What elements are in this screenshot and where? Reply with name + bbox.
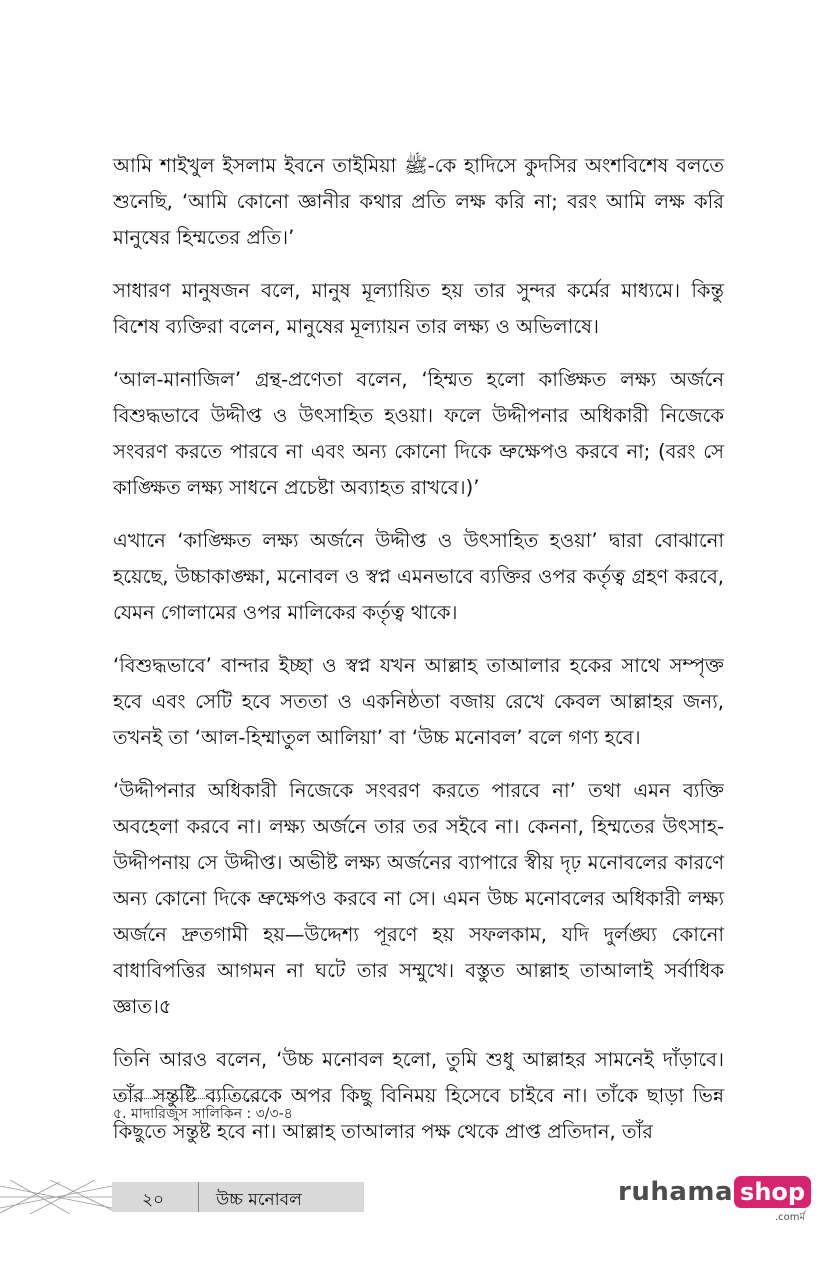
paragraph-4: এখানে ‘কাঙ্ক্ষিত লক্ষ্য অর্জনে উদ্দীপ্ত ও উৎসাহিত হওয়া’ দ্বারা বোঝানো হয়েছে, উচ্চাকাঙ্ক্ষা, মনোবল ও স্বপ্ন এমনভাবে ব্যক্তির ওপর কর্তৃত্ব গ্রহণ করবে, যেমন গোলামের ওপর মালিকের কর্তৃত্ব থাকে। <box>113 529 724 624</box>
footer-bar <box>112 1182 364 1212</box>
paragraph-1: আমি শাইখুল ইসলাম ইবনে তাইমিয়া ﷺ-কে হাদিসে কুদসির অংশবিশেষ বলতে শুনেছি, ‘আমি কোনো জ্ঞানীর কথার প্রতি লক্ষ করি না; বরং আমি লক্ষ করি মানুষের হিম্মতের প্রতি।’ <box>113 154 725 249</box>
decorative-lines-icon <box>0 1180 112 1214</box>
footnote-divider <box>113 1098 263 1099</box>
ruhamashop-logo <box>618 1176 811 1223</box>
page-body <box>113 148 724 1167</box>
paragraph-6: ‘উদ্দীপনার অধিকারী নিজেকে সংবরণ করতে পারবে না’ তথা এমন ব্যক্তি অবহেলা করবে না। লক্ষ্য অর্জনে তার তর সইবে না। কেননা, হিম্মতের উৎসাহ-উদ্দীপনায় সে উদ্দীপ্ত। অভীষ্ট লক্ষ্য অর্জনের ব্যাপারে স্বীয় দৃঢ় মনোবলের কারণে অন্য কোনো দিকে ভ্রুক্ষেপও করবে না সে। এমন উচ্চ মনোবলের অধিকারী লক্ষ্য অর্জনে দ্রুতগামী হয়—উদ্দেশ্য পূরণে হয় সফলকাম, যদি দুর্লঙ্ঘ্য কোনো বাধাবিপত্তির আগমন না ঘটে তার সম্মুখে। বস্তুত আল্লাহ তাআলাই সর্বাধিক জ্ঞাত।৫ <box>113 779 724 1018</box>
paragraph-3: ‘আল-মানাজিল’ গ্রন্থ-প্রণেতা বলেন, ‘হিম্মত হলো কাঙ্ক্ষিত লক্ষ্য অর্জনে বিশুদ্ধভাবে উদ্দীপ্ত ও উৎসাহিত হওয়া। ফলে উদ্দীপনার অধিকারী নিজেকে সংবরণ করতে পারবে না এবং অন্য কোনো দিকে ভ্রুক্ষেপও করবে না; (বরং সে কাঙ্ক্ষিত লক্ষ্য সাধনে প্রচেষ্টা অব্যাহত রাখবে।)’ <box>113 368 724 499</box>
logo-text-ruhama: ruhama <box>618 1177 734 1207</box>
logo-domain: .comর্ম <box>774 1212 806 1223</box>
logo-text-shop: shop <box>734 1176 811 1208</box>
page-number: ২০ <box>142 1190 165 1210</box>
paragraph-5: ‘বিশুদ্ধভাবে’ বান্দার ইচ্ছা ও স্বপ্ন যখন আল্লাহ তাআলার হকের সাথে সম্পৃক্ত হবে এবং সেটি হবে সততা ও একনিষ্ঠতা বজায় রেখে কেবল আল্লাহর জন্য, তখনই তা ‘আল-হিম্মাতুল আলিয়া’ বা ‘উচ্চ মনোবল’ বলে গণ্য হবে। <box>113 654 724 749</box>
paragraph-2: সাধারণ মানুষজন বলে, মানুষ মূল্যায়িত হয় তার সুন্দর কর্মের মাধ্যমে। কিন্তু বিশেষ ব্যক্তিরা বলেন, মানুষের মূল্যায়ন তার লক্ষ্য ও অভিলাষে। <box>113 279 724 338</box>
footnote: ৫. মাদারিজুস সালিকিন : ৩/৩-৪ <box>113 1106 293 1122</box>
footer-separator <box>198 1182 199 1212</box>
paragraph-7: তিনি আরও বলেন, ‘উচ্চ মনোবল হলো, তুমি শুধু আল্লাহর সামনেই দাঁড়াবে। তাঁর সন্তুষ্টি ব্যতিরেকে অপর কিছু বিনিময় হিসেবে চাইবে না। তাঁকে ছাড়া ভিন্ন কিছুতে সন্তুষ্ট হবে না। আল্লাহ তাআলার পক্ষ থেকে প্রাপ্ত প্রতিদান, তাঁর <box>113 1048 724 1143</box>
book-title: উচ্চ মনোবল <box>216 1190 302 1210</box>
page-footer <box>0 1177 825 1223</box>
